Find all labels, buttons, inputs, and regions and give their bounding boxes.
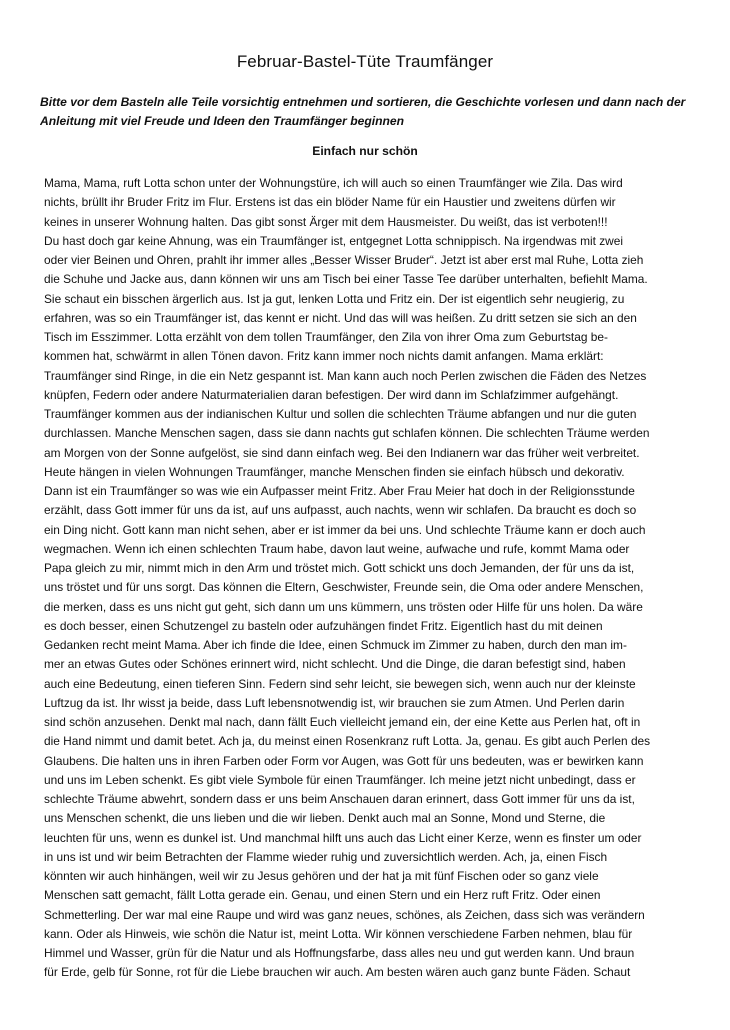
story-line: kann. Oder als Hinweis, wie schön die Natur ist, meint Lotta. Wir können verschiedene Farben nehmen, blau für [44,926,633,941]
story-line: Papa gleich zu mir, nimmt mich in den Arm und tröstet mich. Gott schickt uns doch Jemanden, der für uns da ist, [44,561,635,575]
story-line: uns tröstet und für uns sorgt. Das können die Eltern, Geschwister, Freunde sein, die Oma oder andere Menschen, [44,580,644,595]
story-line: am Morgen von der Sonne aufgelöst, sie sind dann einfach weg. Bei den Indianern war das früher weit verbreitet. [44,445,640,460]
story-line: Luftzug da ist. Ihr wisst ja beide, dass Luft lebensnotwendig ist, wir brauchen sie zum Atmen. Und Perlen darin [44,695,625,710]
story-line: und uns im Leben schenkt. Es gibt viele Symbole für einen Traumfänger. Ich meine jetzt nicht unbedingt, dass er [44,772,636,787]
story-line: durchlassen. Manche Menschen sagen, dass sie dann nachts gut schlafen können. Die schlechten Träume werden [44,426,650,441]
story-line: nichts, brüllt ihr Bruder Fritz im Flur. Erstens ist das ein blöder Name für ein Haustier und zweitens dürfen wir [44,195,616,210]
story-line: erfahren, was so ein Traumfänger ist, das kennt er nicht. Und das will was heißen. Zu dritt setzen sie sich an den [44,310,637,325]
story-line: könnten wir auch hinhängen, weil wir zu Jesus gehören und der hat ja mit fünf Fischen oder so ganz viele [44,869,599,883]
story-line: Menschen satt gemacht, fällt Lotta gerade ein. Genau, und einen Stern und ein Herz ruft Fritz. Oder einen [44,888,601,903]
story-line: Glaubens. Die halten uns in ihren Farben oder Form vor Augen, was Gott für uns bedeuten, was er bewirken kann [44,753,644,768]
story-line: ein Ding nicht. Gott kann man nicht sehen, aber er ist immer da bei uns. Und schlechte Träume kann er doch auch [44,522,646,537]
story-line: Schmetterling. Der war mal eine Raupe und wird was ganz neues, schönes, als Zeichen, dass sich was verändern [44,907,645,922]
story-line: Traumfänger sind Ringe, in die ein Netz gespannt ist. Man kann auch noch Perlen zwischen die Fäden des Netzes [44,368,647,383]
intro-instructions [40,93,700,131]
story-line: auch eine Bedeutung, einen tieferen Sinn. Federn sind sehr leicht, sie bewegen sich, wenn auch nur der kleinste [44,676,636,691]
story-line: wegmachen. Wenn ich einen schlechten Traum habe, davon laut weine, aufwache und rufe, kommt Mama oder [44,541,630,556]
story-line: Tisch im Esszimmer. Lotta erzählt von dem tollen Traumfänger, den Zila von ihrer Oma zum Geburtstag be- [44,330,608,344]
story-line: es doch besser, einen Schutzengel zu basteln oder aufzuhängen findet Fritz. Eigentlich hast du mit deinen [44,618,603,633]
story-body [44,174,714,983]
story-line: sind schön anzusehen. Denkt mal nach, dann fällt Euch vielleicht jemand ein, der eine Kette aus Perlen hat, oft in [44,715,641,729]
story-line: kommen hat, schwärmt in allen Tönen davon. Fritz kann immer noch nichts damit anfangen. Mama erklärt: [44,349,604,364]
page-title: Februar-Bastel-Tüte Traumfänger [236,52,494,71]
story-line: Gedanken recht meint Mama. Aber ich finde die Idee, einen Schmuck im Zimmer zu haben, durch den man im- [44,638,627,652]
story-line: Sie schaut ein bisschen ärgerlich aus. Ist ja gut, lenken Lotta und Fritz ein. Der ist eigentlich sehr neugierig, zu [44,291,625,306]
story-line: knüpfen, Federn oder andere Naturmaterialien daran befestigen. Der wird dann im Schlafzimmer aufgehängt. [44,387,619,402]
story-line: Himmel und Wasser, grün für die Natur und als Hoffnungsfarbe, dass alles neu und gut werden kann. Und braun [44,946,635,960]
intro-line: Anleitung mit viel Freude und Ideen den Traumfänger beginnen [40,114,404,128]
story-line: Dann ist ein Traumfänger so was wie ein Aufpasser meint Fritz. Aber Frau Meier hat doch in der Religionsstunde [44,484,635,498]
story-line: die merken, dass es uns nicht gut geht, sich dann um uns kümmern, uns trösten oder Hilfe für uns holen. Da wäre [44,599,643,614]
story-line: die Schuhe und Jacke aus, dann können wir uns am Tisch bei einer Tasse Tee darüber unterhalten, befiehlt Mama. [44,272,648,287]
story-line: Mama, Mama, ruft Lotta schon unter der Wohnungstüre, ich will auch so einen Traumfänger wie Zila. Das wird [44,176,623,190]
story-line: die Hand nimmt und damit betet. Ach ja, du meinst einen Rosenkranz ruft Lotta. Ja, genau. Es gibt auch Perlen des [44,734,651,749]
intro-line: Bitte vor dem Basteln alle Teile vorsichtig entnehmen und sortieren, die Geschichte vorlesen und dann nach der [40,95,686,109]
story-line: in uns ist und wir beim Betrachten der Flamme wieder ruhig und zuversichtlich werden. Ach, ja, einen Fisch [44,849,608,864]
story-line: für Erde, gelb für Sonne, rot für die Liebe brauchen wir auch. Am besten wären auch ganz bunte Fäden. Schaut [44,965,631,980]
story-line: Traumfänger kommen aus der indianischen Kultur und sollen die schlechten Träume abfangen und nur die guten [44,407,637,421]
story-line: keines in unserer Wohnung halten. Das gibt sonst Ärger mit dem Hausmeister. Du weißt, das ist verboten!!! [44,214,608,229]
story-line: mer an etwas Gutes oder Schönes erinnert wird, nicht schlecht. Und die Dinge, die daran befestigt sind, haben [44,657,626,672]
story-line: leuchten für uns, wenn es dunkel ist. Und manchmal hilft uns auch das Licht einer Kerze, wenn es finster um oder [44,830,642,845]
story-title: Einfach nur schön [312,144,418,158]
story-line: oder vier Beinen und Ohren, prahlt ihr immer alles „Besser Wisser Bruder“. Jetzt ist aber erst mal Ruhe, Lotta zieh [44,253,644,267]
story-line: erzählt, dass Gott immer für uns da ist, auf uns aufpasst, auch nachts, wenn wir schlafen. Da braucht es doch so [44,503,637,518]
story-line: schlechte Träume abwehrt, sondern dass er uns beim Anschauen daran erinnert, dass Gott immer für uns da ist, [44,792,635,806]
story-line: uns Menschen schenkt, die uns lieben und die wir lieben. Denkt auch mal an Sonne, Mond und Sterne, die [44,811,606,826]
story-line: Heute hängen in vielen Wohnungen Traumfänger, manche Menschen finden sie einfach hübsch und dekorativ. [44,464,625,479]
story-line: Du hast doch gar keine Ahnung, was ein Traumfänger ist, entgegnet Lotta schnippisch. Na irgendwas mit zwei [44,233,624,248]
